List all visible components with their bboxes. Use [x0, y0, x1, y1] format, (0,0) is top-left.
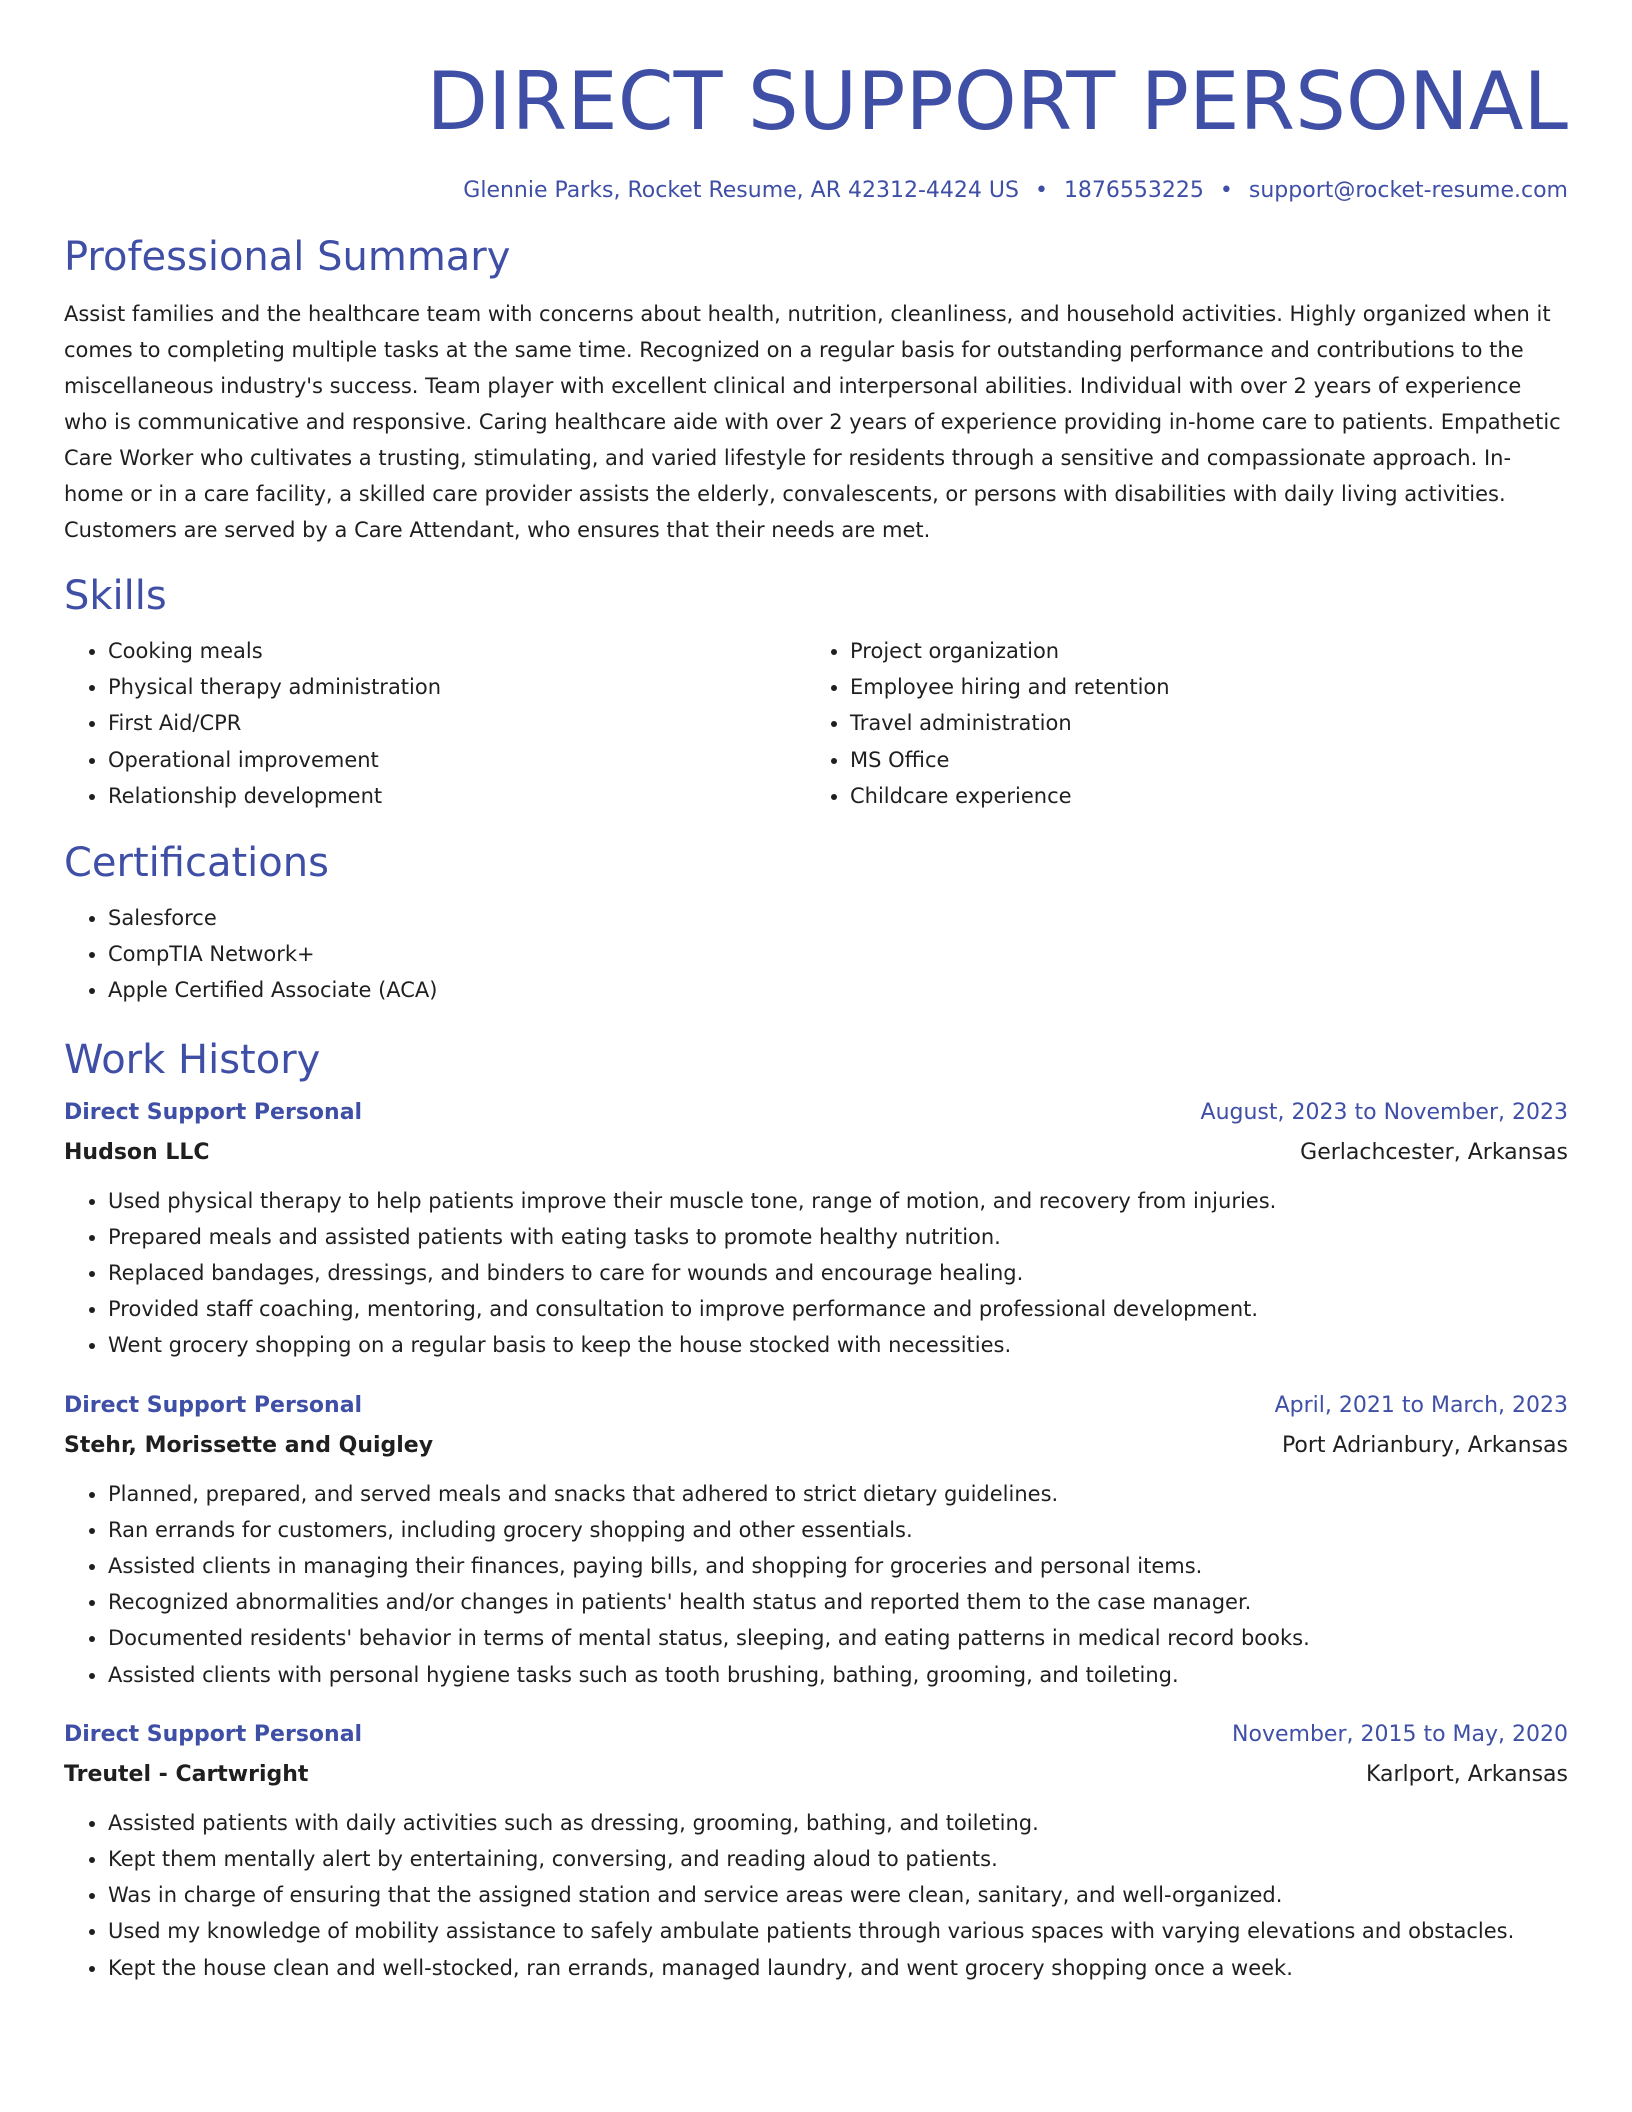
- job-bullet: • Prepared meals and assisted patients with eating tasks to promote healthy nutrition.: [108, 1219, 1568, 1255]
- job-bullet: • Planned, prepared, and served meals and snacks that adhered to strict dietary guidelines.: [108, 1476, 1568, 1512]
- job-entry: [64, 1386, 1568, 1693]
- skills-grid: [64, 633, 1568, 814]
- contact-separator: •: [1034, 178, 1048, 203]
- section-heading-summary: Professional Summary: [64, 234, 511, 280]
- job-bullet: • Assisted clients with personal hygiene tasks such as tooth brushing, bathing, grooming, and toileting.: [108, 1657, 1568, 1693]
- resume-page: [64, 0, 1568, 2112]
- skills-list-left: [64, 633, 806, 814]
- job-title: Direct Support Personal: [64, 1392, 363, 1418]
- job-bullet: • Kept them mentally alert by entertaining, conversing, and reading aloud to patients.: [108, 1841, 1568, 1877]
- skills-section: [64, 571, 1568, 814]
- skill-item: • First Aid/CPR: [108, 705, 806, 741]
- contact-separator: •: [1219, 178, 1233, 203]
- contact-address: Glennie Parks, Rocket Resume, AR 42312-4424 US: [463, 178, 1019, 203]
- job-company: Treutel - Cartwright: [64, 1761, 309, 1787]
- job-title-row: [64, 1093, 1568, 1133]
- work-history-section: [64, 1035, 1568, 1986]
- skill-item: • Physical therapy administration: [108, 669, 806, 705]
- job-dates: April, 2021 to March, 2023: [1274, 1392, 1568, 1418]
- job-company-row: [64, 1755, 1568, 1795]
- job-company: Stehr, Morissette and Quigley: [64, 1432, 434, 1458]
- contact-line: [64, 176, 1568, 206]
- certifications-list: [64, 900, 1568, 1009]
- job-title-row: [64, 1386, 1568, 1426]
- certification-item: • CompTIA Network+: [108, 936, 1568, 972]
- job-bullet: • Used my knowledge of mobility assistance to safely ambulate patients through various spaces with varying elevations and obstacles.: [108, 1913, 1568, 1949]
- job-bullet: • Went grocery shopping on a regular basis to keep the house stocked with necessities.: [108, 1327, 1568, 1363]
- job-company-row: [64, 1426, 1568, 1466]
- certifications-section: [64, 838, 1568, 1009]
- job-title: Direct Support Personal: [64, 1099, 363, 1125]
- job-bullets: [64, 1805, 1568, 1986]
- job-company: Hudson LLC: [64, 1139, 210, 1165]
- job-dates: August, 2023 to November, 2023: [1200, 1099, 1568, 1125]
- section-heading-work-history: Work History: [64, 1036, 321, 1083]
- job-entry: [64, 1715, 1568, 1986]
- certification-item: • Salesforce: [108, 900, 1568, 936]
- job-bullets: [64, 1476, 1568, 1693]
- job-location: Port Adrianbury, Arkansas: [1281, 1432, 1568, 1458]
- section-heading-certifications: Certifications: [64, 840, 329, 887]
- job-dates: November, 2015 to May, 2020: [1232, 1721, 1568, 1747]
- job-title-row: [64, 1715, 1568, 1755]
- job-bullet: • Kept the house clean and well-stocked, ran errands, managed laundry, and went grocery shopping once a week.: [108, 1950, 1568, 1986]
- job-bullet: • Assisted patients with daily activities such as dressing, grooming, bathing, and toileting.: [108, 1805, 1568, 1841]
- skill-item: • Project organization: [850, 633, 1548, 669]
- job-bullet: • Recognized abnormalities and/or changes in patients' health status and reported them to the case manager.: [108, 1584, 1568, 1620]
- skill-item: • Employee hiring and retention: [850, 669, 1548, 705]
- job-bullet: • Provided staff coaching, mentoring, and consultation to improve performance and professional development.: [108, 1291, 1568, 1327]
- job-company-row: [64, 1133, 1568, 1173]
- job-location: Gerlachcester, Arkansas: [1300, 1139, 1568, 1165]
- skill-item: • Travel administration: [850, 705, 1548, 741]
- contact-email: support@rocket-resume.com: [1248, 178, 1568, 203]
- job-bullet: • Ran errands for customers, including grocery shopping and other essentials.: [108, 1512, 1568, 1548]
- summary-text: Assist families and the healthcare team with concerns about health, nutrition, cleanliness, and household activities. Highly organized when it comes to completing multiple tasks at the same time. Recognized on a regular basis for outstanding performance and contributions to the miscellaneous industry's success. Team player with excellent clinical and interpersonal abilities. Individual with over 2 years of experience who is communicative and responsive. Caring healthcare aide with over 2 years of experience providing in-home care to patients. Empathetic Care Worker who cultivates a trusting, stimulating, and varied lifestyle for residents through a sensitive and compassionate approach. In-home or in a care facility, a skilled care provider assists the elderly, convalescents, or persons with disabilities with daily living activities. Customers are served by a Care Attendant, who ensures that their needs are met.: [64, 302, 1561, 542]
- skill-item: • Cooking meals: [108, 633, 806, 669]
- job-bullet: • Was in charge of ensuring that the assigned station and service areas were clean, sanitary, and well-organized.: [108, 1877, 1568, 1913]
- job-entry: [64, 1093, 1568, 1364]
- skills-list-right: [806, 633, 1548, 814]
- skill-item: • MS Office: [850, 742, 1548, 778]
- skill-item: • Childcare experience: [850, 778, 1548, 814]
- skills-column-right: [806, 633, 1548, 814]
- certification-item: • Apple Certified Associate (ACA): [108, 972, 1568, 1008]
- job-bullet: • Replaced bandages, dressings, and binders to care for wounds and encourage healing.: [108, 1255, 1568, 1291]
- contact-phone: 1876553225: [1063, 178, 1204, 203]
- skills-column-left: [64, 633, 806, 814]
- section-heading-skills: Skills: [64, 573, 167, 619]
- skill-item: • Relationship development: [108, 778, 806, 814]
- job-bullet: • Used physical therapy to help patients improve their muscle tone, range of motion, and recovery from injuries.: [108, 1183, 1568, 1219]
- job-bullet: • Documented residents' behavior in terms of mental status, sleeping, and eating patterns in medical record books.: [108, 1620, 1568, 1656]
- resume-name-title: DIRECT SUPPORT PERSONAL: [426, 55, 1568, 148]
- job-bullet: • Assisted clients in managing their finances, paying bills, and shopping for groceries and personal items.: [108, 1548, 1568, 1584]
- skill-item: • Operational improvement: [108, 742, 806, 778]
- job-location: Karlport, Arkansas: [1365, 1761, 1568, 1787]
- job-bullets: [64, 1183, 1568, 1364]
- professional-summary-section: [64, 232, 1568, 548]
- job-title: Direct Support Personal: [64, 1721, 363, 1747]
